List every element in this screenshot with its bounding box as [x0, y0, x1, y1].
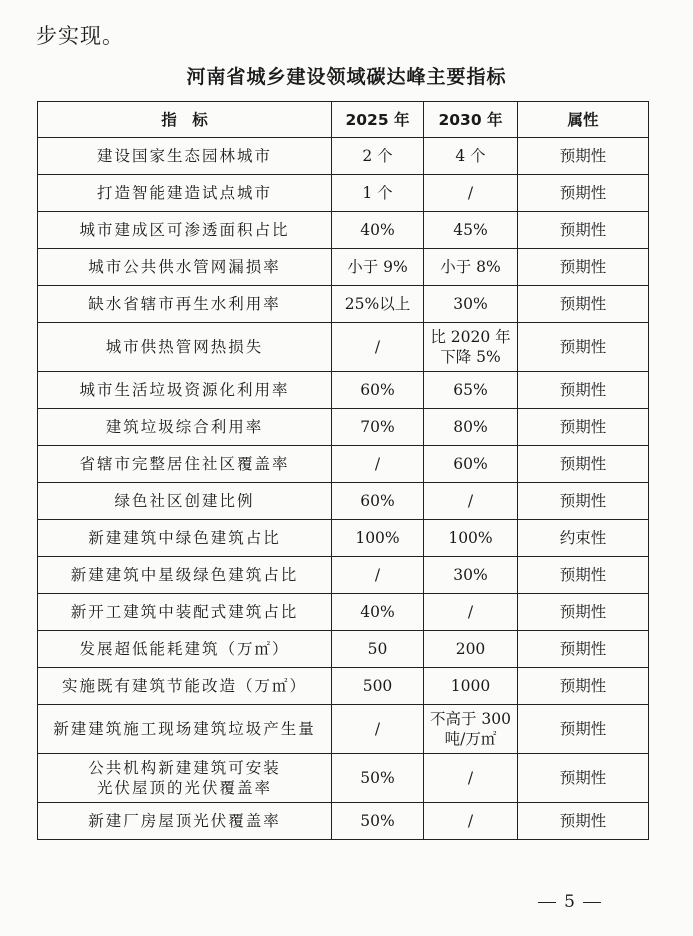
value-2030-cell: /: [424, 754, 518, 803]
table-row: [38, 631, 649, 668]
indicator-name-cell: 新建建筑中绿色建筑占比: [38, 520, 332, 557]
value-2030-cell: 30%: [424, 557, 518, 594]
column-header-2030: 2030 年: [424, 102, 518, 138]
indicator-name-cell: 城市生活垃圾资源化利用率: [38, 372, 332, 409]
page-number: [530, 892, 609, 912]
table-row: [38, 323, 649, 372]
value-2030-cell: /: [424, 483, 518, 520]
attribute-cell: 预期性: [518, 446, 649, 483]
value-2025-cell: 2 个: [332, 138, 424, 175]
value-2025-cell: 60%: [332, 483, 424, 520]
value-2025-cell: 40%: [332, 594, 424, 631]
column-header-attribute: 属性: [518, 102, 649, 138]
indicator-name-cell: 新建建筑施工现场建筑垃圾产生量: [38, 705, 332, 754]
table-row: [38, 705, 649, 754]
attribute-cell: 预期性: [518, 754, 649, 803]
indicator-table: [37, 101, 649, 840]
table-row: [38, 249, 649, 286]
attribute-cell: 预期性: [518, 249, 649, 286]
page-number-dash-left: [538, 902, 556, 903]
attribute-cell: 约束性: [518, 520, 649, 557]
attribute-cell: 预期性: [518, 483, 649, 520]
value-2030-cell: 65%: [424, 372, 518, 409]
table-row: [38, 409, 649, 446]
value-2025-cell: 40%: [332, 212, 424, 249]
table-row: [38, 286, 649, 323]
attribute-cell: 预期性: [518, 372, 649, 409]
attribute-cell: 预期性: [518, 286, 649, 323]
column-header-indicator: 指 标: [38, 102, 332, 138]
value-2025-cell: 50%: [332, 754, 424, 803]
table-row: [38, 668, 649, 705]
value-2030-cell: /: [424, 594, 518, 631]
value-2025-cell: /: [332, 705, 424, 754]
attribute-cell: 预期性: [518, 594, 649, 631]
indicator-name-cell: 发展超低能耗建筑（万㎡）: [38, 631, 332, 668]
value-2025-cell: 50%: [332, 803, 424, 840]
page-number-dash-right: [583, 902, 601, 903]
value-2030-cell: 60%: [424, 446, 518, 483]
value-2025-cell: 60%: [332, 372, 424, 409]
attribute-cell: 预期性: [518, 138, 649, 175]
indicator-name-cell: 公共机构新建建筑可安装 光伏屋顶的光伏覆盖率: [38, 754, 332, 803]
table-header-row: [38, 102, 649, 138]
indicator-name-cell: 城市公共供水管网漏损率: [38, 249, 332, 286]
value-2025-cell: 500: [332, 668, 424, 705]
attribute-cell: 预期性: [518, 803, 649, 840]
attribute-cell: 预期性: [518, 705, 649, 754]
attribute-cell: 预期性: [518, 175, 649, 212]
value-2030-cell: 30%: [424, 286, 518, 323]
indicator-name-cell: 建设国家生态园林城市: [38, 138, 332, 175]
value-2030-cell: 不高于 300 吨/万㎡: [424, 705, 518, 754]
value-2025-cell: 1 个: [332, 175, 424, 212]
value-2030-cell: 1000: [424, 668, 518, 705]
table-row: [38, 754, 649, 803]
page-number-value: 5: [564, 892, 575, 912]
indicator-name-cell: 新建建筑中星级绿色建筑占比: [38, 557, 332, 594]
table-row: [38, 557, 649, 594]
attribute-cell: 预期性: [518, 409, 649, 446]
attribute-cell: 预期性: [518, 668, 649, 705]
table-row: [38, 446, 649, 483]
attribute-cell: 预期性: [518, 631, 649, 668]
value-2030-cell: /: [424, 803, 518, 840]
table-row: [38, 372, 649, 409]
value-2025-cell: 70%: [332, 409, 424, 446]
indicator-name-cell: 城市建成区可渗透面积占比: [38, 212, 332, 249]
attribute-cell: 预期性: [518, 557, 649, 594]
value-2025-cell: 100%: [332, 520, 424, 557]
column-header-2025: 2025 年: [332, 102, 424, 138]
value-2030-cell: 80%: [424, 409, 518, 446]
indicator-name-cell: 绿色社区创建比例: [38, 483, 332, 520]
value-2025-cell: 25%以上: [332, 286, 424, 323]
table-row: [38, 594, 649, 631]
value-2030-cell: 比 2020 年 下降 5%: [424, 323, 518, 372]
value-2025-cell: 小于 9%: [332, 249, 424, 286]
indicator-name-cell: 城市供热管网热损失: [38, 323, 332, 372]
table-row: [38, 520, 649, 557]
indicator-name-cell: 新建厂房屋顶光伏覆盖率: [38, 803, 332, 840]
table-row: [38, 175, 649, 212]
indicator-name-cell: 实施既有建筑节能改造（万㎡）: [38, 668, 332, 705]
value-2030-cell: 小于 8%: [424, 249, 518, 286]
value-2030-cell: 100%: [424, 520, 518, 557]
table-title: 河南省城乡建设领域碳达峰主要指标: [186, 66, 507, 88]
table-row: [38, 138, 649, 175]
attribute-cell: 预期性: [518, 323, 649, 372]
indicator-name-cell: 缺水省辖市再生水利用率: [38, 286, 332, 323]
value-2030-cell: 4 个: [424, 138, 518, 175]
value-2030-cell: /: [424, 175, 518, 212]
value-2030-cell: 200: [424, 631, 518, 668]
value-2025-cell: /: [332, 557, 424, 594]
value-2025-cell: 50: [332, 631, 424, 668]
indicator-name-cell: 省辖市完整居住社区覆盖率: [38, 446, 332, 483]
table-row: [38, 212, 649, 249]
attribute-cell: 预期性: [518, 212, 649, 249]
indicator-name-cell: 打造智能建造试点城市: [38, 175, 332, 212]
value-2025-cell: /: [332, 323, 424, 372]
table-body: [38, 138, 649, 840]
indicator-name-cell: 建筑垃圾综合利用率: [38, 409, 332, 446]
value-2030-cell: 45%: [424, 212, 518, 249]
table-row: [38, 803, 649, 840]
preceding-text: 步实现。: [36, 24, 124, 48]
indicator-name-cell: 新开工建筑中装配式建筑占比: [38, 594, 332, 631]
value-2025-cell: /: [332, 446, 424, 483]
table-row: [38, 483, 649, 520]
